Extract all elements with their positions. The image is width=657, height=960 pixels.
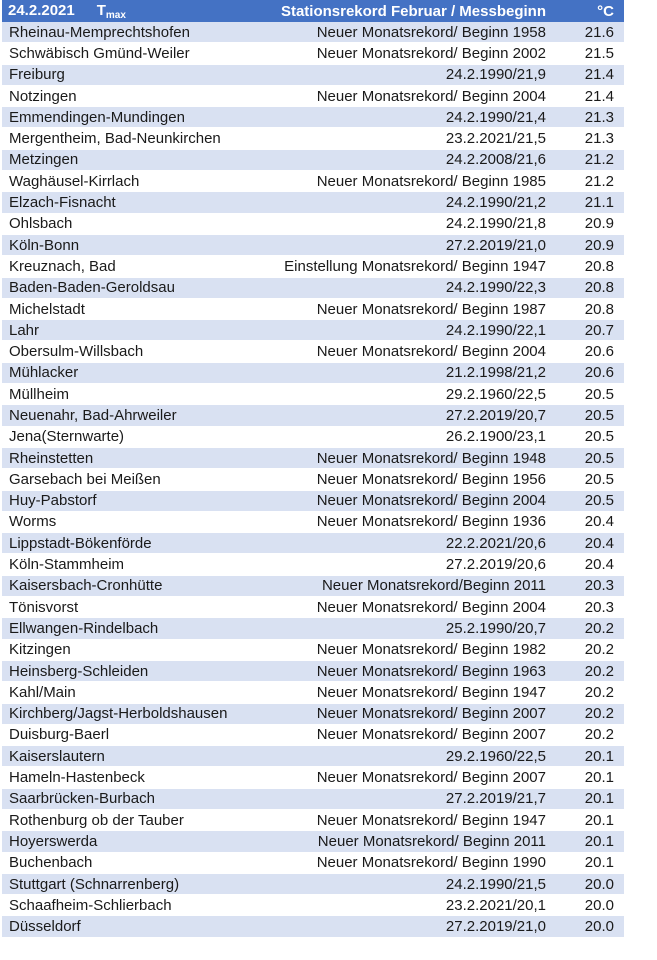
record-info: Neuer Monatsrekord/ Beginn 1948 bbox=[264, 447, 560, 468]
table-row bbox=[2, 277, 624, 298]
temperature-value: 20.5 bbox=[560, 384, 624, 405]
record-info: 27.2.2019/21,7 bbox=[264, 788, 560, 809]
temperature-value: 20.5 bbox=[560, 405, 624, 426]
station-name: Schwäbisch Gmünd-Weiler bbox=[2, 43, 264, 64]
temperature-value: 20.0 bbox=[560, 895, 624, 916]
record-info: 23.2.2021/21,5 bbox=[264, 128, 560, 149]
temperature-value: 20.1 bbox=[560, 831, 624, 852]
table-row bbox=[2, 362, 624, 383]
table-row bbox=[2, 298, 624, 319]
temperature-value: 20.8 bbox=[560, 256, 624, 277]
record-info: 23.2.2021/20,1 bbox=[264, 895, 560, 916]
record-info: 24.2.1990/21,8 bbox=[264, 213, 560, 234]
table-row bbox=[2, 597, 624, 618]
table-row bbox=[2, 107, 624, 128]
temperature-value: 20.9 bbox=[560, 234, 624, 255]
temperature-value: 20.5 bbox=[560, 447, 624, 468]
station-name: Köln-Bonn bbox=[2, 234, 264, 255]
record-info: 27.2.2019/21,0 bbox=[264, 234, 560, 255]
header-record: Stationsrekord Februar / Messbeginn bbox=[264, 0, 560, 22]
record-info: Neuer Monatsrekord/ Beginn 2004 bbox=[264, 490, 560, 511]
table-row bbox=[2, 809, 624, 830]
record-info: Neuer Monatsrekord/ Beginn 1958 bbox=[264, 22, 560, 43]
table-row bbox=[2, 341, 624, 362]
temperature-value: 21.2 bbox=[560, 149, 624, 170]
station-name: Freiburg bbox=[2, 64, 264, 85]
temperature-value: 20.6 bbox=[560, 362, 624, 383]
temperature-value: 20.2 bbox=[560, 703, 624, 724]
record-info: Neuer Monatsrekord/ Beginn 1936 bbox=[264, 511, 560, 532]
temperature-value: 20.2 bbox=[560, 618, 624, 639]
station-name: Elzach-Fisnacht bbox=[2, 192, 264, 213]
station-name: Saarbrücken-Burbach bbox=[2, 788, 264, 809]
record-info: Neuer Monatsrekord/ Beginn 2004 bbox=[264, 85, 560, 106]
temperature-value: 20.5 bbox=[560, 426, 624, 447]
table-row bbox=[2, 22, 624, 43]
temperature-value: 20.5 bbox=[560, 490, 624, 511]
table-row bbox=[2, 767, 624, 788]
record-info: Neuer Monatsrekord/ Beginn 2002 bbox=[264, 43, 560, 64]
station-name: Garsebach bei Meißen bbox=[2, 469, 264, 490]
table-row bbox=[2, 873, 624, 894]
station-name: Hoyerswerda bbox=[2, 831, 264, 852]
temperature-value: 21.5 bbox=[560, 43, 624, 64]
temperature-value: 21.4 bbox=[560, 64, 624, 85]
record-info: 25.2.1990/20,7 bbox=[264, 618, 560, 639]
table-row bbox=[2, 682, 624, 703]
temperature-record-table bbox=[2, 0, 624, 938]
record-info: 24.2.1990/21,4 bbox=[264, 107, 560, 128]
table-row bbox=[2, 575, 624, 596]
temperature-value: 20.6 bbox=[560, 341, 624, 362]
temperature-value: 20.8 bbox=[560, 298, 624, 319]
station-name: Düsseldorf bbox=[2, 916, 264, 937]
table-row bbox=[2, 384, 624, 405]
station-name: Notzingen bbox=[2, 85, 264, 106]
record-info: Neuer Monatsrekord/ Beginn 1947 bbox=[264, 809, 560, 830]
header-tmax-letter: T bbox=[96, 1, 106, 19]
station-name: Kirchberg/Jagst-Herboldshausen bbox=[2, 703, 264, 724]
table-row bbox=[2, 703, 624, 724]
temperature-value: 20.4 bbox=[560, 533, 624, 554]
station-name: Ohlsbach bbox=[2, 213, 264, 234]
record-info: Neuer Monatsrekord/Beginn 2011 bbox=[264, 575, 560, 596]
record-info: Neuer Monatsrekord/ Beginn 2007 bbox=[264, 703, 560, 724]
temperature-value: 20.4 bbox=[560, 511, 624, 532]
record-info: Einstellung Monatsrekord/ Beginn 1947 bbox=[264, 256, 560, 277]
header-tmax-subscript: max bbox=[105, 9, 126, 21]
header-row bbox=[2, 0, 624, 22]
station-name: Lahr bbox=[2, 320, 264, 341]
temperature-value: 20.0 bbox=[560, 916, 624, 937]
table-row bbox=[2, 43, 624, 64]
table-row bbox=[2, 639, 624, 660]
table-row bbox=[2, 426, 624, 447]
header-unit: °C bbox=[560, 0, 624, 22]
temperature-value: 21.4 bbox=[560, 85, 624, 106]
table-row bbox=[2, 852, 624, 873]
station-name: Hameln-Hastenbeck bbox=[2, 767, 264, 788]
table-row bbox=[2, 554, 624, 575]
station-name: Lippstadt-Bökenförde bbox=[2, 533, 264, 554]
temperature-value: 20.4 bbox=[560, 554, 624, 575]
temperature-value: 20.0 bbox=[560, 873, 624, 894]
station-name: Michelstadt bbox=[2, 298, 264, 319]
station-name: Stuttgart (Schnarrenberg) bbox=[2, 873, 264, 894]
record-info: 24.2.1990/22,1 bbox=[264, 320, 560, 341]
temperature-value: 20.7 bbox=[560, 320, 624, 341]
station-name: Worms bbox=[2, 511, 264, 532]
table-row bbox=[2, 490, 624, 511]
record-info: 21.2.1998/21,2 bbox=[264, 362, 560, 383]
station-name: Mühlacker bbox=[2, 362, 264, 383]
station-name: Emmendingen-Mundingen bbox=[2, 107, 264, 128]
station-name: Baden-Baden-Geroldsau bbox=[2, 277, 264, 298]
record-info: 24.2.1990/21,9 bbox=[264, 64, 560, 85]
record-info: Neuer Monatsrekord/ Beginn 1985 bbox=[264, 171, 560, 192]
record-info: Neuer Monatsrekord/ Beginn 2004 bbox=[264, 597, 560, 618]
record-info: Neuer Monatsrekord/ Beginn 1982 bbox=[264, 639, 560, 660]
table-row bbox=[2, 85, 624, 106]
table-row bbox=[2, 746, 624, 767]
temperature-value: 21.2 bbox=[560, 171, 624, 192]
station-name: Mergentheim, Bad-Neunkirchen bbox=[2, 128, 264, 149]
record-info: Neuer Monatsrekord/ Beginn 1947 bbox=[264, 682, 560, 703]
record-info: 24.2.2008/21,6 bbox=[264, 149, 560, 170]
temperature-value: 20.1 bbox=[560, 809, 624, 830]
table-row bbox=[2, 256, 624, 277]
record-info: 24.2.1990/21,5 bbox=[264, 873, 560, 894]
record-info: 29.2.1960/22,5 bbox=[264, 746, 560, 767]
table-row bbox=[2, 724, 624, 745]
record-info: Neuer Monatsrekord/ Beginn 2007 bbox=[264, 767, 560, 788]
record-info: Neuer Monatsrekord/ Beginn 2004 bbox=[264, 341, 560, 362]
record-info: 22.2.2021/20,6 bbox=[264, 533, 560, 554]
table-header bbox=[2, 0, 624, 22]
table-row bbox=[2, 831, 624, 852]
temperature-value: 21.3 bbox=[560, 128, 624, 149]
station-name: Kaisersbach-Cronhütte bbox=[2, 575, 264, 596]
temperature-value: 20.2 bbox=[560, 682, 624, 703]
table-body bbox=[2, 22, 624, 937]
temperature-value: 20.3 bbox=[560, 575, 624, 596]
station-name: Rheinstetten bbox=[2, 447, 264, 468]
station-name: Ellwangen-Rindelbach bbox=[2, 618, 264, 639]
header-date-cell bbox=[2, 0, 264, 22]
table-row bbox=[2, 149, 624, 170]
station-name: Köln-Stammheim bbox=[2, 554, 264, 575]
table-row bbox=[2, 405, 624, 426]
table-row bbox=[2, 469, 624, 490]
temperature-value: 20.2 bbox=[560, 660, 624, 681]
temperature-value: 20.2 bbox=[560, 724, 624, 745]
station-name: Schaafheim-Schlierbach bbox=[2, 895, 264, 916]
table-row bbox=[2, 320, 624, 341]
header-tmax bbox=[97, 2, 126, 19]
station-name: Neuenahr, Bad-Ahrweiler bbox=[2, 405, 264, 426]
record-info: 27.2.2019/21,0 bbox=[264, 916, 560, 937]
temperature-value: 20.1 bbox=[560, 852, 624, 873]
table-row bbox=[2, 788, 624, 809]
temperature-value: 20.1 bbox=[560, 767, 624, 788]
station-name: Duisburg-Baerl bbox=[2, 724, 264, 745]
record-info: 26.2.1900/23,1 bbox=[264, 426, 560, 447]
table-row bbox=[2, 171, 624, 192]
record-info: Neuer Monatsrekord/ Beginn 2011 bbox=[264, 831, 560, 852]
table-row bbox=[2, 213, 624, 234]
table-row bbox=[2, 895, 624, 916]
temperature-value: 21.6 bbox=[560, 22, 624, 43]
record-info: Neuer Monatsrekord/ Beginn 2007 bbox=[264, 724, 560, 745]
temperature-value: 21.3 bbox=[560, 107, 624, 128]
station-name: Kaiserslautern bbox=[2, 746, 264, 767]
record-table-sheet bbox=[2, 0, 624, 938]
record-info: 24.2.1990/21,2 bbox=[264, 192, 560, 213]
station-name: Kitzingen bbox=[2, 639, 264, 660]
station-name: Kreuznach, Bad bbox=[2, 256, 264, 277]
station-name: Jena(Sternwarte) bbox=[2, 426, 264, 447]
record-info: Neuer Monatsrekord/ Beginn 1990 bbox=[264, 852, 560, 873]
temperature-value: 20.9 bbox=[560, 213, 624, 234]
station-name: Rheinau-Memprechtshofen bbox=[2, 22, 264, 43]
temperature-value: 20.5 bbox=[560, 469, 624, 490]
record-info: Neuer Monatsrekord/ Beginn 1956 bbox=[264, 469, 560, 490]
station-name: Buchenbach bbox=[2, 852, 264, 873]
table-row bbox=[2, 447, 624, 468]
record-info: Neuer Monatsrekord/ Beginn 1987 bbox=[264, 298, 560, 319]
station-name: Müllheim bbox=[2, 384, 264, 405]
record-info: 24.2.1990/22,3 bbox=[264, 277, 560, 298]
record-info: Neuer Monatsrekord/ Beginn 1963 bbox=[264, 660, 560, 681]
station-name: Waghäusel-Kirrlach bbox=[2, 171, 264, 192]
table-row bbox=[2, 533, 624, 554]
station-name: Tönisvorst bbox=[2, 597, 264, 618]
table-row bbox=[2, 234, 624, 255]
temperature-value: 20.8 bbox=[560, 277, 624, 298]
record-info: 27.2.2019/20,6 bbox=[264, 554, 560, 575]
header-date: 24.2.2021 bbox=[8, 1, 75, 19]
station-name: Huy-Pabstorf bbox=[2, 490, 264, 511]
temperature-value: 20.3 bbox=[560, 597, 624, 618]
table-row bbox=[2, 618, 624, 639]
record-info: 29.2.1960/22,5 bbox=[264, 384, 560, 405]
table-row bbox=[2, 192, 624, 213]
table-row bbox=[2, 511, 624, 532]
station-name: Metzingen bbox=[2, 149, 264, 170]
station-name: Kahl/Main bbox=[2, 682, 264, 703]
station-name: Obersulm-Willsbach bbox=[2, 341, 264, 362]
temperature-value: 20.1 bbox=[560, 746, 624, 767]
table-row bbox=[2, 128, 624, 149]
station-name: Heinsberg-Schleiden bbox=[2, 660, 264, 681]
table-row bbox=[2, 916, 624, 937]
table-row bbox=[2, 64, 624, 85]
temperature-value: 20.1 bbox=[560, 788, 624, 809]
table-row bbox=[2, 660, 624, 681]
station-name: Rothenburg ob der Tauber bbox=[2, 809, 264, 830]
temperature-value: 20.2 bbox=[560, 639, 624, 660]
temperature-value: 21.1 bbox=[560, 192, 624, 213]
record-info: 27.2.2019/20,7 bbox=[264, 405, 560, 426]
